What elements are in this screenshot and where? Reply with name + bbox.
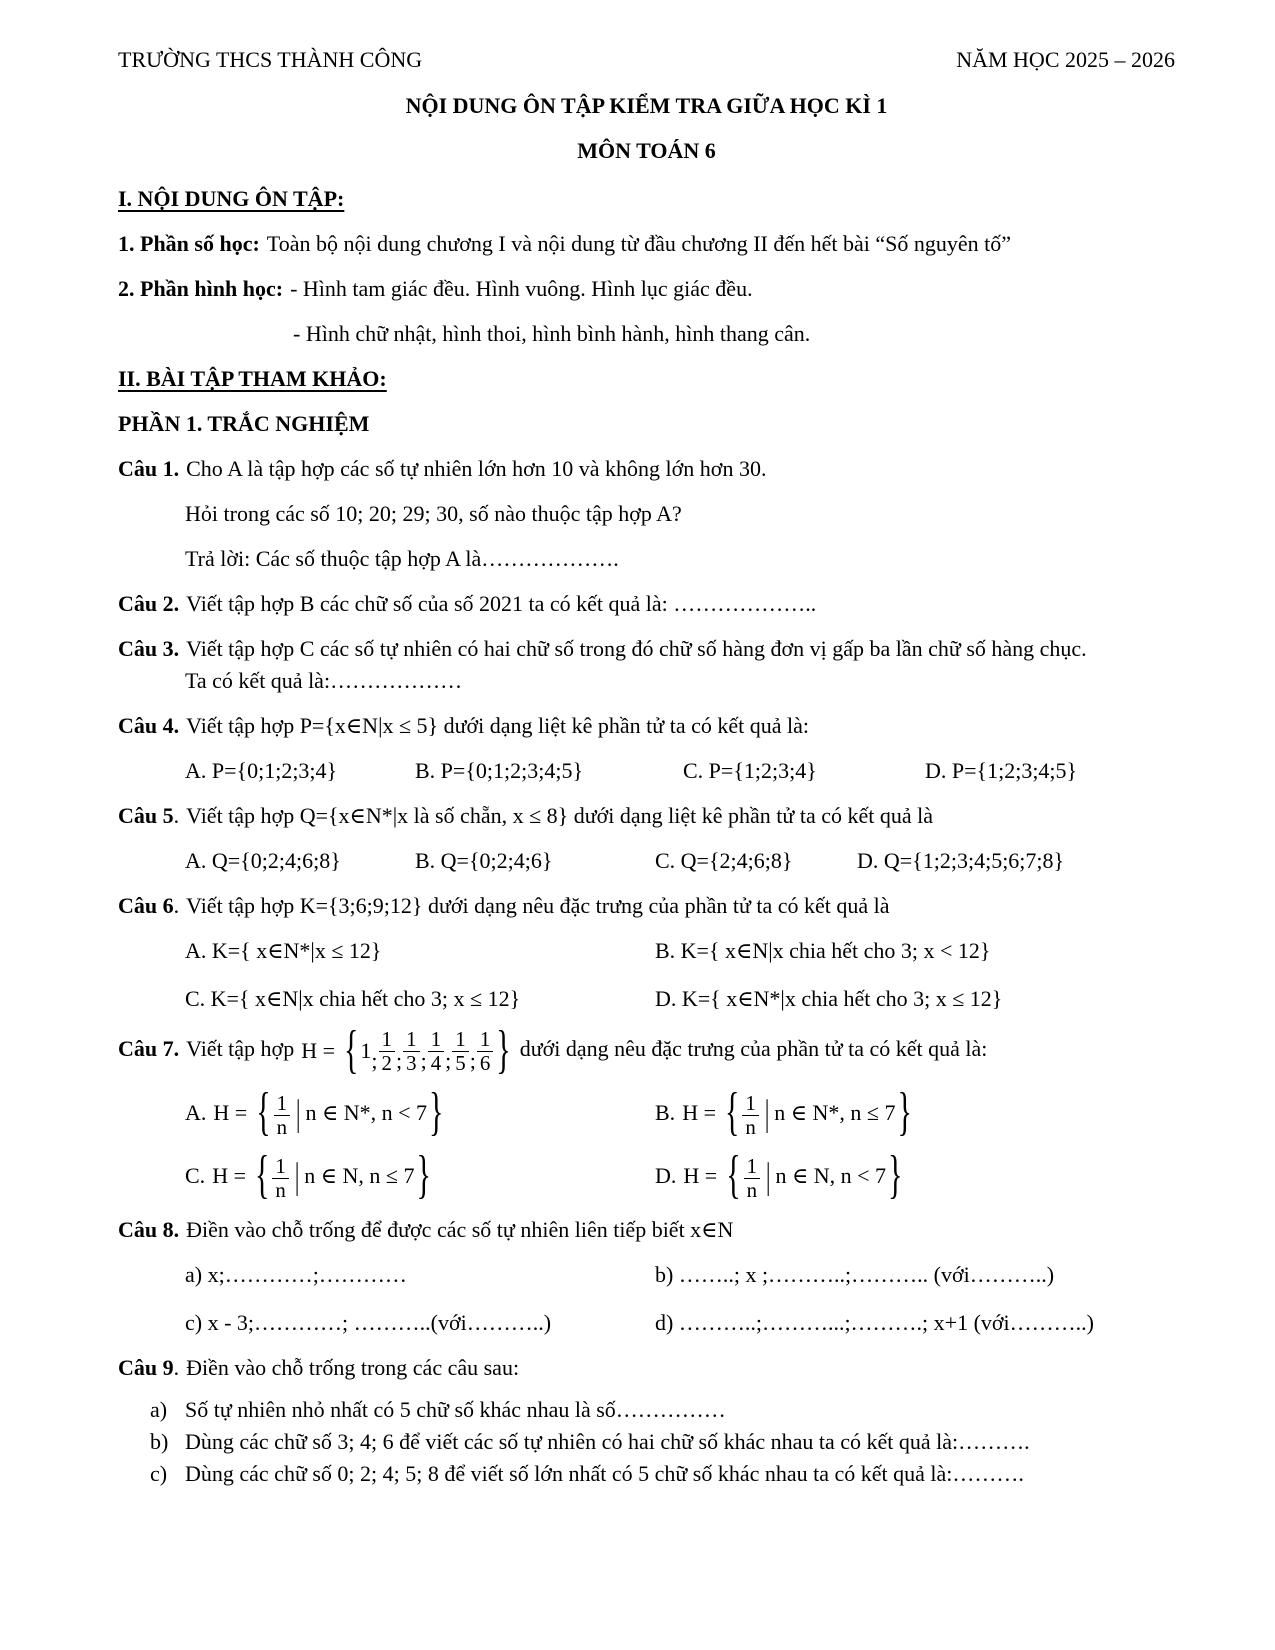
cau8-items [185, 1259, 1175, 1339]
cau6-label: Câu 6 [118, 893, 174, 918]
cau5-option-a: A. Q={0;2;4;6;8} [185, 848, 341, 873]
page-header [118, 44, 1175, 76]
cau1-line2: Hỏi trong các số 10; 20; 29; 30, số nào thuộc tập hợp A? [185, 501, 682, 526]
section1-item2-line2: - Hình chữ nhật, hình thoi, hình bình hành, hình thang cân. [293, 321, 811, 346]
cau8-item-d: d) ………..;………...;……….; x+1 (với………..) [655, 1310, 1094, 1336]
list-marker: c) [150, 1461, 168, 1487]
cau9-item-a: a) Số tự nhiên nhỏ nhất có 5 chữ số khác nhau là số…………… [118, 1394, 1175, 1426]
close-brace: } [888, 1146, 903, 1204]
fraction: $\frac{1}{n}$ [741, 1087, 759, 1138]
cau8-item-b: b) ……..; x ;………..;……….. (với………..) [655, 1262, 1055, 1288]
close-brace: } [897, 1082, 912, 1141]
cau8-label: Câu 8. [118, 1217, 180, 1243]
cau2-text: Viết tập hợp B các chữ số của số 2021 ta có kết quả là: ……………….. [186, 591, 817, 616]
cau7-option-a: A. H = { $\frac{1}{n}$ | n ∈ N*, n < 7 } [185, 1082, 444, 1141]
question-cau5: Câu 5. Viết tập hợp Q={x∈N*|x là số chẵn, x ≤ 8} dưới dạng liệt kê phần tử ta có kết quả là [118, 803, 933, 828]
cau4-text: Viết tập hợp P={x∈N|x ≤ 5} dưới dạng liệt kê phần tử ta có kết quả là: [186, 713, 809, 738]
section2-heading: II. BÀI TẬP THAM KHẢO: [118, 366, 387, 391]
set-builder-bar: | [766, 1153, 771, 1197]
cau5-label: Câu 5 [118, 803, 174, 828]
cau6-options [185, 935, 1175, 1015]
item2-label: 2. Phần hình học: [118, 276, 284, 301]
close-brace: } [496, 1021, 511, 1080]
open-brace: { [724, 1082, 740, 1141]
close-brace: } [416, 1146, 431, 1204]
cau5-text: Viết tập hợp Q={x∈N*|x là số chẵn, x ≤ 8} dưới dạng liệt kê phần tử ta có kết quả là [186, 803, 933, 828]
cau7-label: Câu 7. [118, 1036, 180, 1062]
cau3-label: Câu 3. [118, 636, 180, 661]
cau6-option-c: C. K={ x∈N|x chia hết cho 3; x ≤ 12} [185, 986, 521, 1011]
cau7-set-items: 1 ; $\frac{1}{2}$ ; $\frac{1}{3}$ ; $\frac{1}{4}$ ; $\frac{1}{5}$ ; $\frac{1}{6}$ [360, 1028, 494, 1074]
school-name: TRƯỜNG THCS THÀNH CÔNG [118, 47, 423, 72]
school-year: NĂM HỌC 2025 – 2026 [956, 47, 1175, 72]
cau4-option-b: B. P={0;1;2;3;4;5} [415, 758, 583, 783]
item1-text: Toàn bộ nội dung chương I và nội dung từ đầu chương II đến hết bài “Số nguyên tố” [266, 231, 1012, 256]
cau4-option-a: A. P={0;1;2;3;4} [185, 758, 338, 783]
doc-title: NỘI DUNG ÔN TẬP KIỂM TRA GIỮA HỌC KÌ 1 [405, 93, 888, 118]
cau3-text: Viết tập hợp C các số tự nhiên có hai chữ số trong đó chữ số hàng đơn vị gấp ba lần chữ số hàng chục. [186, 636, 1087, 661]
cau8-item-a: a) x;…………;………… [185, 1262, 407, 1288]
cau3-answer-blank: Ta có kết quả là:……………… [185, 668, 463, 693]
set-builder-bar: | [294, 1153, 300, 1197]
cau6-option-a: A. K={ x∈N*|x ≤ 12} [185, 938, 382, 963]
cau6-option-d: D. K={ x∈N*|x chia hết cho 3; x ≤ 12} [655, 986, 1003, 1011]
cau8-item-c: c) x - 3;…………; ………..(với………..) [185, 1310, 552, 1336]
cau2-label: Câu 2. [118, 591, 180, 616]
cau5-option-b: B. Q={0;2;4;6} [415, 848, 553, 873]
cau6-text: Viết tập hợp K={3;6;9;12} dưới dạng nêu đặc trưng của phần tử ta có kết quả là [186, 893, 890, 918]
item2-text: - Hình tam giác đều. Hình vuông. Hình lục giác đều. [290, 276, 753, 301]
question-cau4 [118, 710, 1175, 742]
question-cau3 [118, 633, 1175, 665]
fraction: $\frac{1}{n}$ [743, 1150, 761, 1201]
section1-item2 [118, 273, 1175, 305]
cau7-post: dưới dạng nêu đặc trưng của phần tử ta có kết quả là: [519, 1036, 988, 1062]
cau8-text: Điền vào chỗ trống để được các số tự nhiên liên tiếp biết x∈N [186, 1217, 734, 1243]
cau9-text: Điền vào chỗ trống trong các câu sau: [186, 1355, 520, 1381]
list-marker: b) [150, 1429, 169, 1455]
question-cau6: Câu 6. Viết tập hợp K={3;6;9;12} dưới dạng nêu đặc trưng của phần tử ta có kết quả là [118, 893, 890, 918]
cau7-options [185, 1082, 1175, 1204]
cau6-option-b: B. K={ x∈N|x chia hết cho 3; x < 12} [655, 938, 991, 963]
set-builder-bar: | [764, 1090, 770, 1134]
item1-label: 1. Phần số học: [118, 231, 260, 256]
fraction: $\frac{1}{n}$ [273, 1087, 291, 1138]
cau7-option-c: C. H = { $\frac{1}{n}$ | n ∈ N, n ≤ 7 } [185, 1146, 431, 1204]
question-cau9: Câu 9. Điền vào chỗ trống trong các câu sau: [118, 1355, 520, 1381]
open-brace: { [254, 1146, 270, 1204]
fraction: $\frac{1}{n}$ [271, 1150, 289, 1201]
section1-item1 [118, 228, 1175, 260]
cau4-option-c: C. P={1;2;3;4} [683, 758, 817, 783]
cau1-text: Cho A là tập hợp các số tự nhiên lớn hơn 10 và không lớn hơn 30. [186, 456, 767, 481]
cau4-option-d: D. P={1;2;3;4;5} [925, 758, 1078, 783]
cau1-answer-blank: Trả lời: Các số thuộc tập hợp A là………………. [185, 546, 619, 571]
question-cau8 [118, 1214, 1175, 1246]
question-cau2 [118, 588, 1175, 620]
cau7-pre: Viết tập hợp [186, 1036, 295, 1062]
cau5-options [185, 845, 1175, 877]
question-cau1 [118, 453, 1175, 485]
list-marker: a) [150, 1397, 168, 1423]
cau4-label: Câu 4. [118, 713, 180, 738]
cau7-set-notation: H = { 1 ; $\frac{1}{2}$ ; $\frac{1}{3}$ ; $\frac{1}{4}$ ; $\frac{1}{5}$ ; $\frac{1}{6}$ } [301, 1021, 511, 1080]
close-brace: } [429, 1082, 444, 1141]
doc-subtitle: MÔN TOÁN 6 [577, 138, 716, 163]
cau9-label: Câu 9 [118, 1355, 174, 1381]
cau5-option-d: D. Q={1;2;3;4;5;6;7;8} [857, 848, 1065, 873]
open-brace: { [256, 1082, 271, 1141]
cau7-option-d: D. H = { $\frac{1}{n}$ | n ∈ N, n < 7 } [655, 1146, 903, 1204]
cau9-item-b: b) Dùng các chữ số 3; 4; 6 để viết các số tự nhiên có hai chữ số khác nhau ta có kết quả là:………. [118, 1426, 1175, 1458]
cau9-item-c: c) Dùng các chữ số 0; 2; 4; 5; 8 để viết số lớn nhất có 5 chữ số khác nhau ta có kết quả là:………. [118, 1458, 1175, 1490]
question-cau7 [118, 1021, 1175, 1080]
open-brace: { [344, 1021, 359, 1080]
cau7-option-b: B. H = { $\frac{1}{n}$ | n ∈ N*, n ≤ 7 } [655, 1082, 912, 1141]
cau5-option-c: C. Q={2;4;6;8} [655, 848, 793, 873]
set-builder-bar: | [296, 1090, 301, 1134]
cau1-label: Câu 1. [118, 456, 180, 481]
section1-heading: I. NỘI DUNG ÔN TẬP: [118, 186, 345, 211]
cau4-options [185, 755, 1175, 787]
open-brace: { [726, 1146, 741, 1204]
part1-heading: PHẦN 1. TRẮC NGHIỆM [118, 411, 370, 436]
